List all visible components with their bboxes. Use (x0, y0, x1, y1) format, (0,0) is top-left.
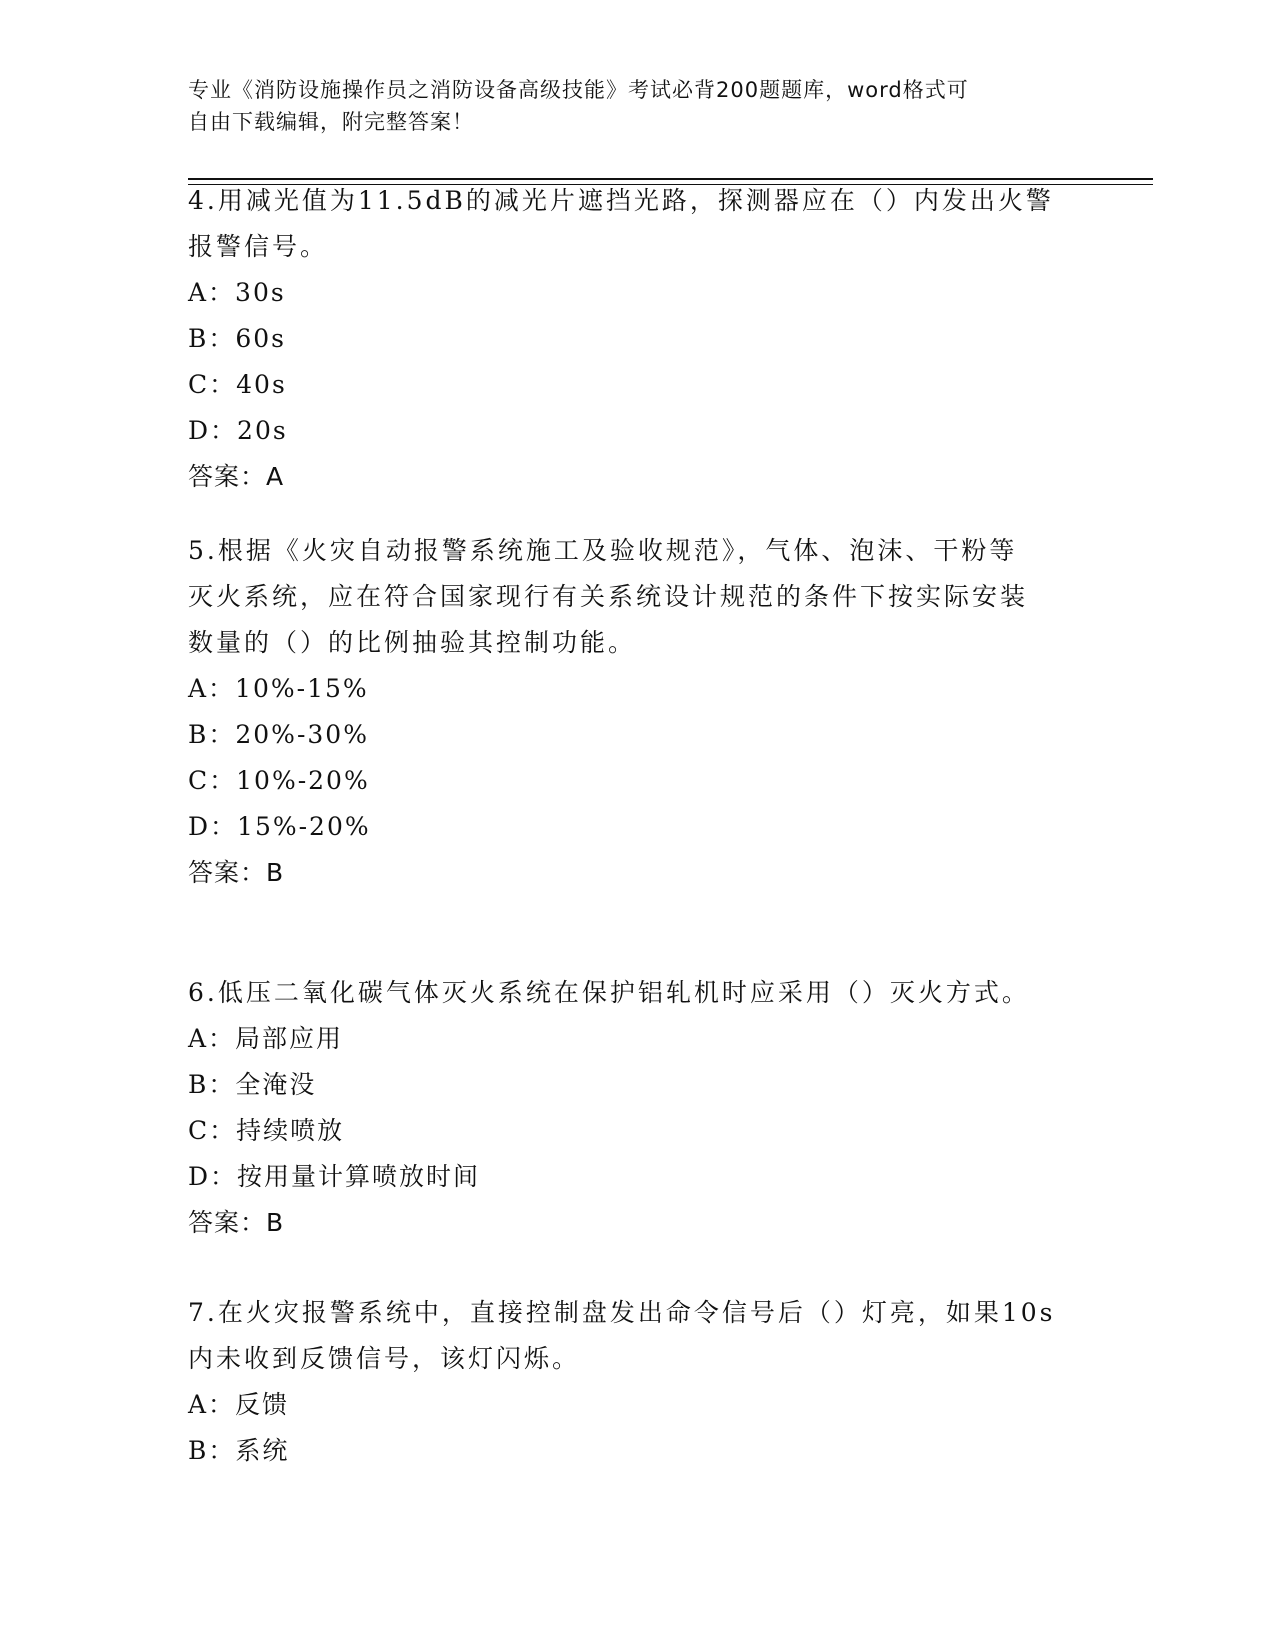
question-7-line-2: 内未收到反馈信号，该灯闪烁。 (188, 1344, 581, 1373)
question-5 (188, 528, 1088, 896)
question-6-line-1: 6.低压二氧化碳气体灭火系统在保护铝轧机时应采用（）灭火方式。 (188, 978, 1030, 1007)
question-5-line-3: 数量的（）的比例抽验其控制功能。 (188, 628, 637, 657)
question-4-option-d: D：20s (188, 416, 288, 445)
question-6-option-d: D：按用量计算喷放时间 (188, 1162, 481, 1191)
question-7-line-1: 7.在火灾报警系统中，直接控制盘发出命令信号后（）灯亮，如果10s (188, 1298, 1056, 1327)
question-5-option-d: D：15%-20% (188, 812, 371, 841)
question-5-option-b: B：20%-30% (188, 720, 369, 749)
question-6-option-b: B：全淹没 (188, 1070, 317, 1099)
question-4-line-1: 4.用减光值为11.5dB的减光片遮挡光路，探测器应在（）内发出火警 (188, 186, 1054, 215)
question-5-line-1: 5.根据《火灾自动报警系统施工及验收规范》，气体、泡沫、干粉等 (188, 536, 1018, 565)
question-6-option-c: C：持续喷放 (188, 1116, 345, 1145)
question-4-answer: 答案：A (188, 462, 285, 491)
header-line-2: 自由下载编辑，附完整答案！ (188, 110, 474, 134)
question-4-line-2: 报警信号。 (188, 232, 329, 261)
question-5-line-2: 灭火系统，应在符合国家现行有关系统设计规范的条件下按实际安装 (188, 582, 1029, 611)
question-5-option-a: A：10%-15% (188, 674, 369, 703)
question-7-option-b: B：系统 (188, 1436, 290, 1465)
question-6-option-a: A：局部应用 (188, 1024, 344, 1053)
question-4-option-c: C：40s (188, 370, 287, 399)
question-6-answer: 答案：B (188, 1208, 285, 1237)
question-4-option-b: B：60s (188, 324, 287, 353)
question-4 (188, 178, 1088, 500)
document-header (188, 74, 1078, 138)
header-line-1: 专业《消防设施操作员之消防设备高级技能》考试必背200题题库，word格式可 (188, 78, 969, 102)
question-5-answer: 答案：B (188, 858, 285, 887)
question-6 (188, 970, 1088, 1246)
question-7-option-a: A：反馈 (188, 1390, 290, 1419)
question-5-option-c: C：10%-20% (188, 766, 370, 795)
question-4-option-a: A：30s (188, 278, 286, 307)
question-7 (188, 1290, 1088, 1474)
